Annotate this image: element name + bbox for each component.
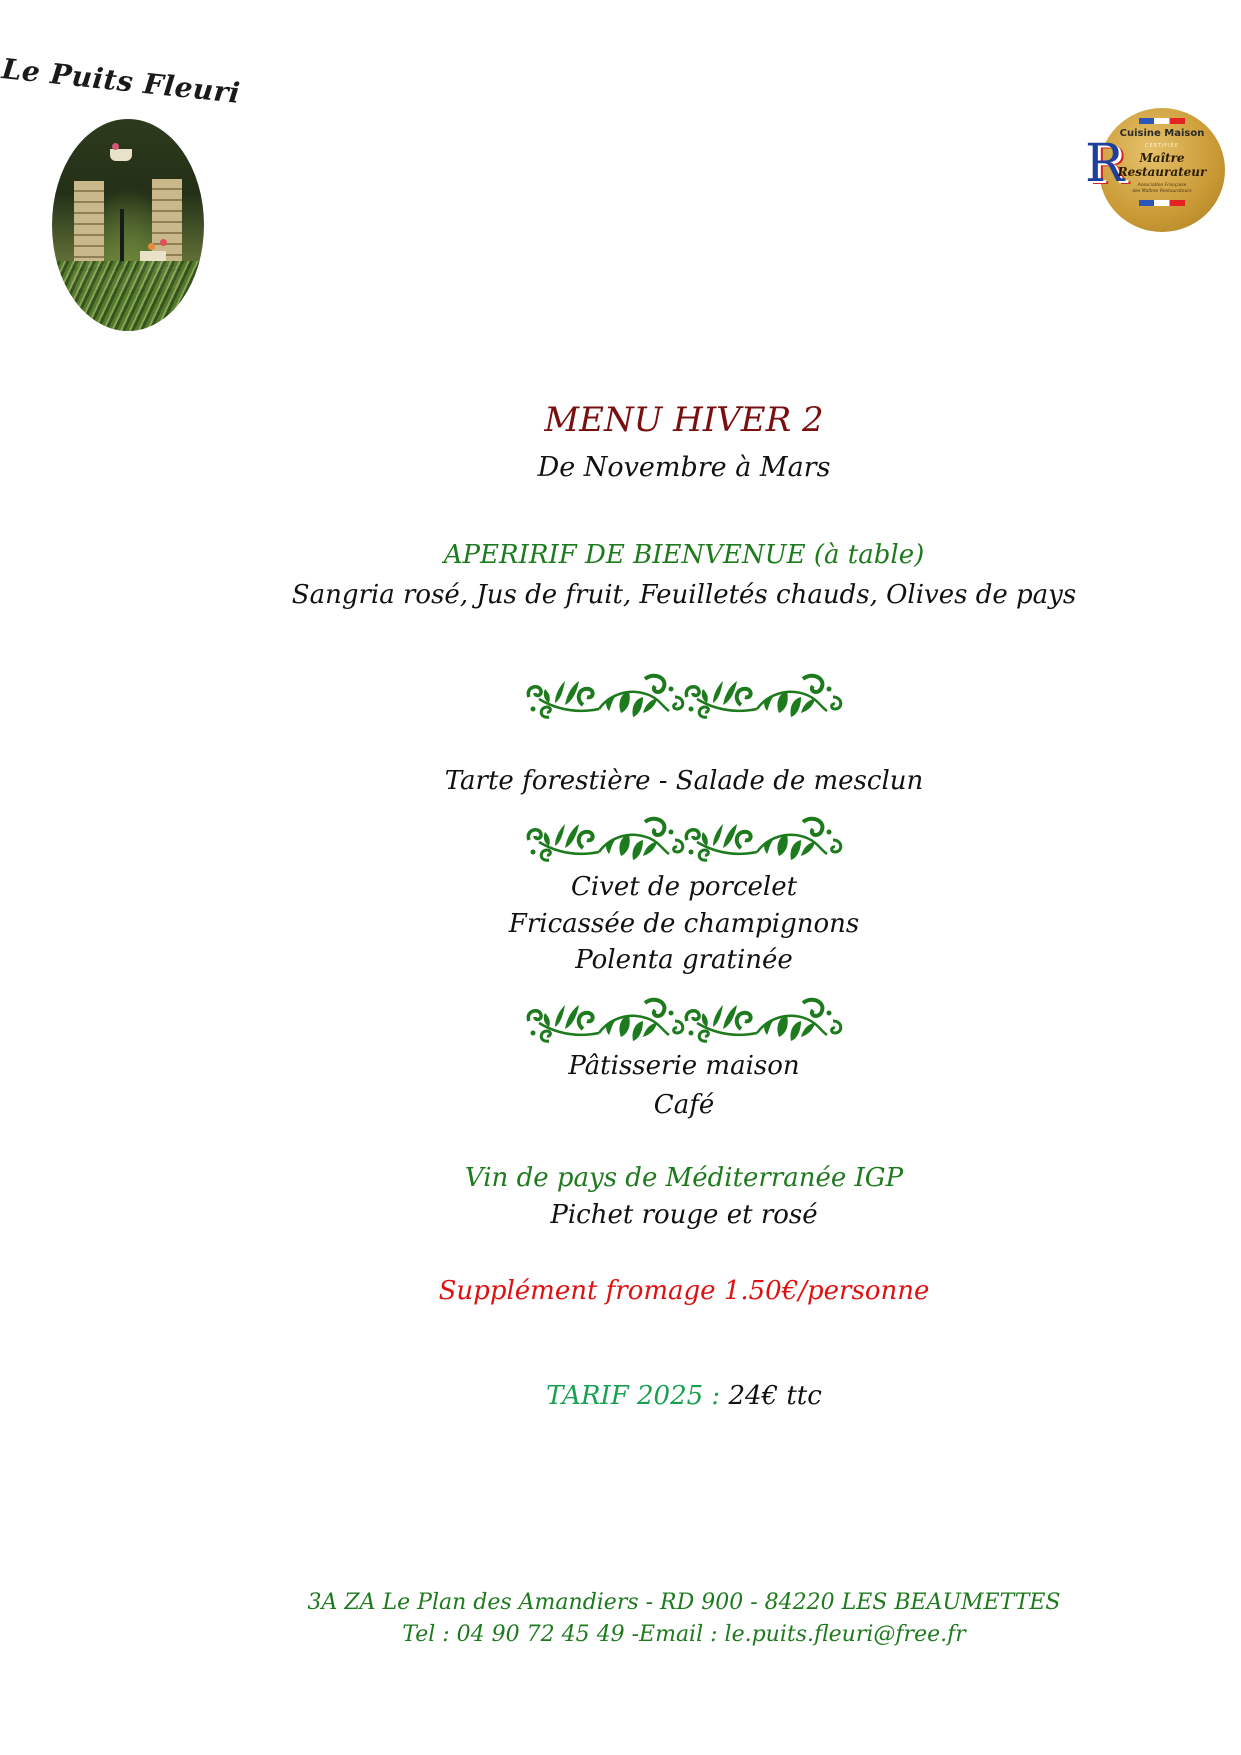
stone-pillar-left (74, 181, 104, 269)
floral-divider-icon (509, 669, 861, 723)
flower-pot (110, 149, 132, 161)
aperitif-heading: APERIRIF DE BIENVENUE (à table) (443, 540, 925, 570)
well-pump (120, 209, 124, 269)
badge-line-certifiee: CERTIFIÉE (1145, 143, 1179, 149)
starter: Tarte forestière - Salade de mesclun (444, 766, 924, 796)
flower (148, 243, 155, 250)
badge-line-cuisine-maison: Cuisine Maison (1119, 128, 1205, 139)
main-course-2: Fricassée de champignons (508, 909, 860, 939)
grass (52, 261, 204, 331)
well-photo (52, 119, 204, 331)
flower (160, 239, 167, 246)
dessert: Pâtisserie maison (568, 1051, 800, 1081)
tarif-price: 24€ ttc (728, 1381, 822, 1411)
badge-line-restaurateur: Restaurateur (1117, 165, 1207, 179)
badge-line-maitre: Maître (1139, 151, 1185, 165)
flower (112, 143, 119, 150)
badge-line-association: Association Française (1137, 183, 1187, 188)
coffee: Café (653, 1090, 715, 1120)
footer-address: 3A ZA Le Plan des Amandiers - RD 900 - 84220 LES BEAUMETTES (307, 1590, 1061, 1615)
restaurant-logo-text: Le Puits Fleuri (0, 52, 242, 110)
menu-period: De Novembre à Mars (537, 452, 831, 483)
main-course-3: Polenta gratinée (575, 945, 793, 975)
french-flag-icon (1139, 118, 1185, 124)
footer-contact: Tel : 04 90 72 45 49 -Email : le.puits.fleuri@free.fr (402, 1622, 966, 1647)
wine-detail: Pichet rouge et rosé (550, 1200, 818, 1230)
floral-divider-icon (509, 993, 861, 1047)
aperitif-items: Sangria rosé, Jus de fruit, Feuilletés chauds, Olives de pays (291, 580, 1077, 610)
tarif-line (84, 1381, 1241, 1411)
tarif-label: TARIF 2025 : (546, 1381, 729, 1411)
menu-title: MENU HIVER 2 (544, 400, 824, 440)
main-course-1: Civet de porcelet (570, 872, 798, 902)
badge-line-association-2: des Maîtres Restaurateurs (1132, 189, 1192, 194)
maitre-restaurateur-badge (1085, 108, 1225, 228)
wine-heading: Vin de pays de Méditerranée IGP (464, 1163, 904, 1193)
r-logo-icon: R (1085, 134, 1125, 194)
french-flag-icon (1139, 200, 1185, 206)
floral-divider-icon (509, 812, 861, 866)
cheese-supplement: Supplément fromage 1.50€/personne (438, 1276, 930, 1306)
